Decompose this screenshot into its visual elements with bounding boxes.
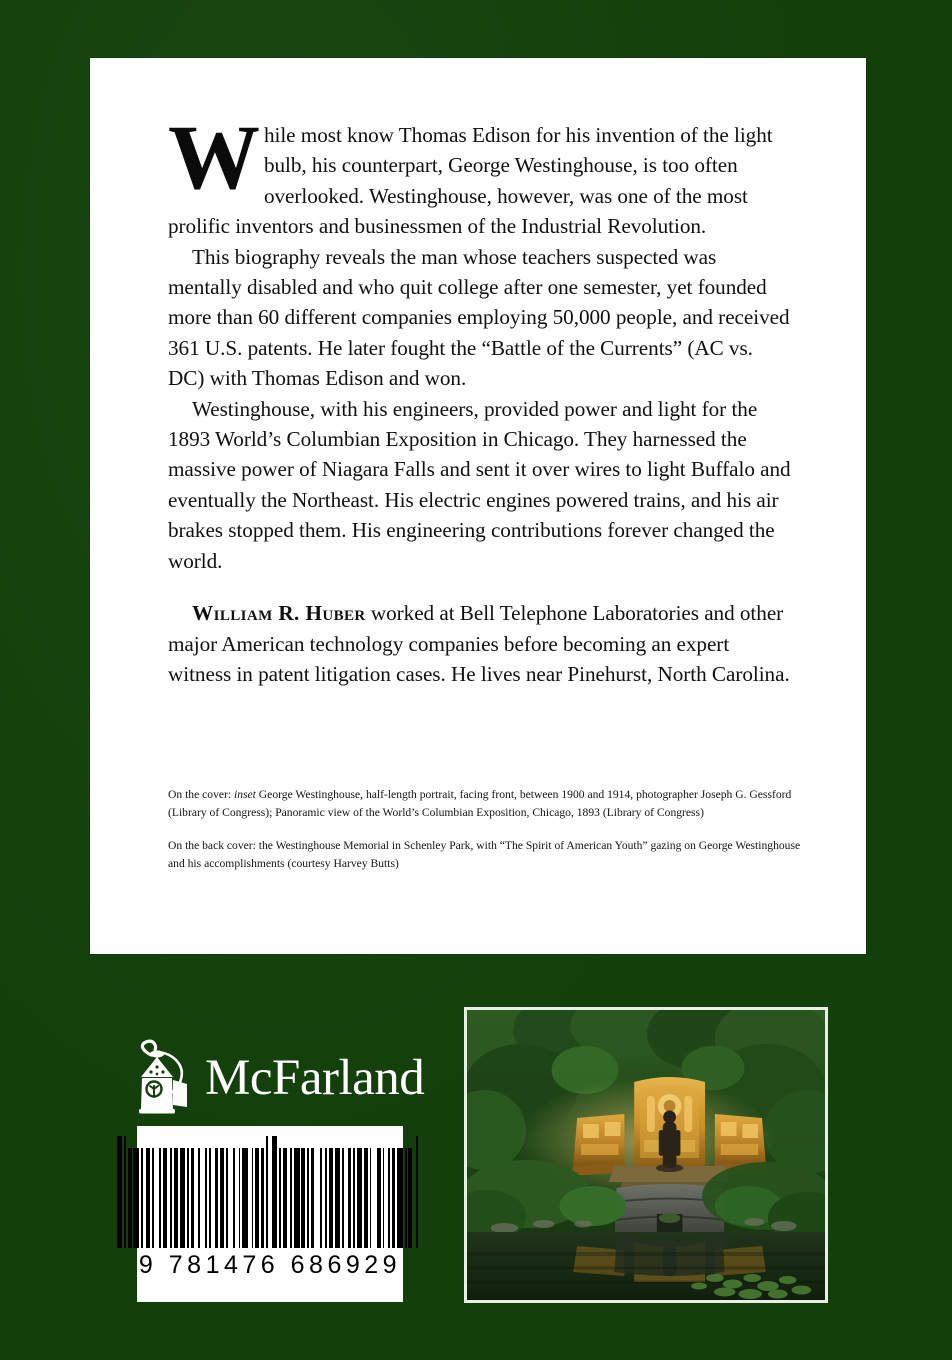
author-bio-paragraph xyxy=(168,598,794,689)
author-name: William R. Huber xyxy=(192,601,366,626)
credits-block xyxy=(168,786,808,888)
barcode-bars xyxy=(117,1148,423,1248)
front-cover-credit-italic: inset xyxy=(234,788,256,801)
front-cover-credit xyxy=(168,786,808,821)
publisher-logo xyxy=(133,1036,425,1120)
front-cover-credit-lead: On the cover: xyxy=(168,788,234,801)
blurb-paragraph-3: Westinghouse, with his engineers, provided power and light for the 1893 World’s Columbian Exposition in Chicago. They harnessed the massive power of Niagara Falls and sent it over wires to light Buffalo and eventually the Northeast. His electric engines powered trains, and his air brakes stopped them. His engineering contributions forever changed the world. xyxy=(168,396,791,573)
barcode-panel xyxy=(137,1126,403,1302)
barcode-bar xyxy=(418,1136,424,1248)
back-cover-credit: On the back cover: the Westinghouse Memorial in Schenley Park, with “The Spirit of American Youth” gazing on George Westinghouse and his accomplishments (courtesy Harvey Butts) xyxy=(168,839,801,870)
barcode-digits: 9 781476 686929 xyxy=(138,1251,402,1279)
memorial-photograph xyxy=(464,1007,828,1303)
front-cover-credit-rest: George Westinghouse, half-length portrait, facing front, between 1900 and 1914, photographer Joseph G. Gessford (Library of Congress); Panoramic view of the World’s Columbian Exposition, Chicago, 1893 (Library of Congress) xyxy=(168,788,792,819)
blurb-paragraph-1 xyxy=(168,106,794,242)
lantern-icon xyxy=(133,1039,195,1117)
blurb-paragraph-1-text: hile most know Thomas Edison for his invention of the light bulb, his counterpart, George Westinghouse, is too often overlooked. Westinghouse, however, was one of the most prolific inventors and businessmen of the Industrial Revolution. xyxy=(168,123,773,239)
blurb-paragraph-2: This biography reveals the man whose teachers suspected was mentally disabled and who quit college after one semester, yet founded more than 60 different companies employing 50,000 people, and received 361 U.S. patents. He later fought the “Battle of the Currents” (AC vs. DC) with Thomas Edison and won. xyxy=(168,244,790,391)
blurb-text-block xyxy=(168,106,794,689)
drop-cap-letter: W xyxy=(168,106,260,208)
author-bio-text: worked at Bell Telephone Laboratories and other major American technology companies before becoming an expert witness in patent litigation cases. He lives near Pinehurst, North Carolina. xyxy=(168,601,790,686)
blurb-panel xyxy=(90,58,866,954)
publisher-name: McFarland xyxy=(205,1049,425,1106)
spacer xyxy=(168,576,794,598)
